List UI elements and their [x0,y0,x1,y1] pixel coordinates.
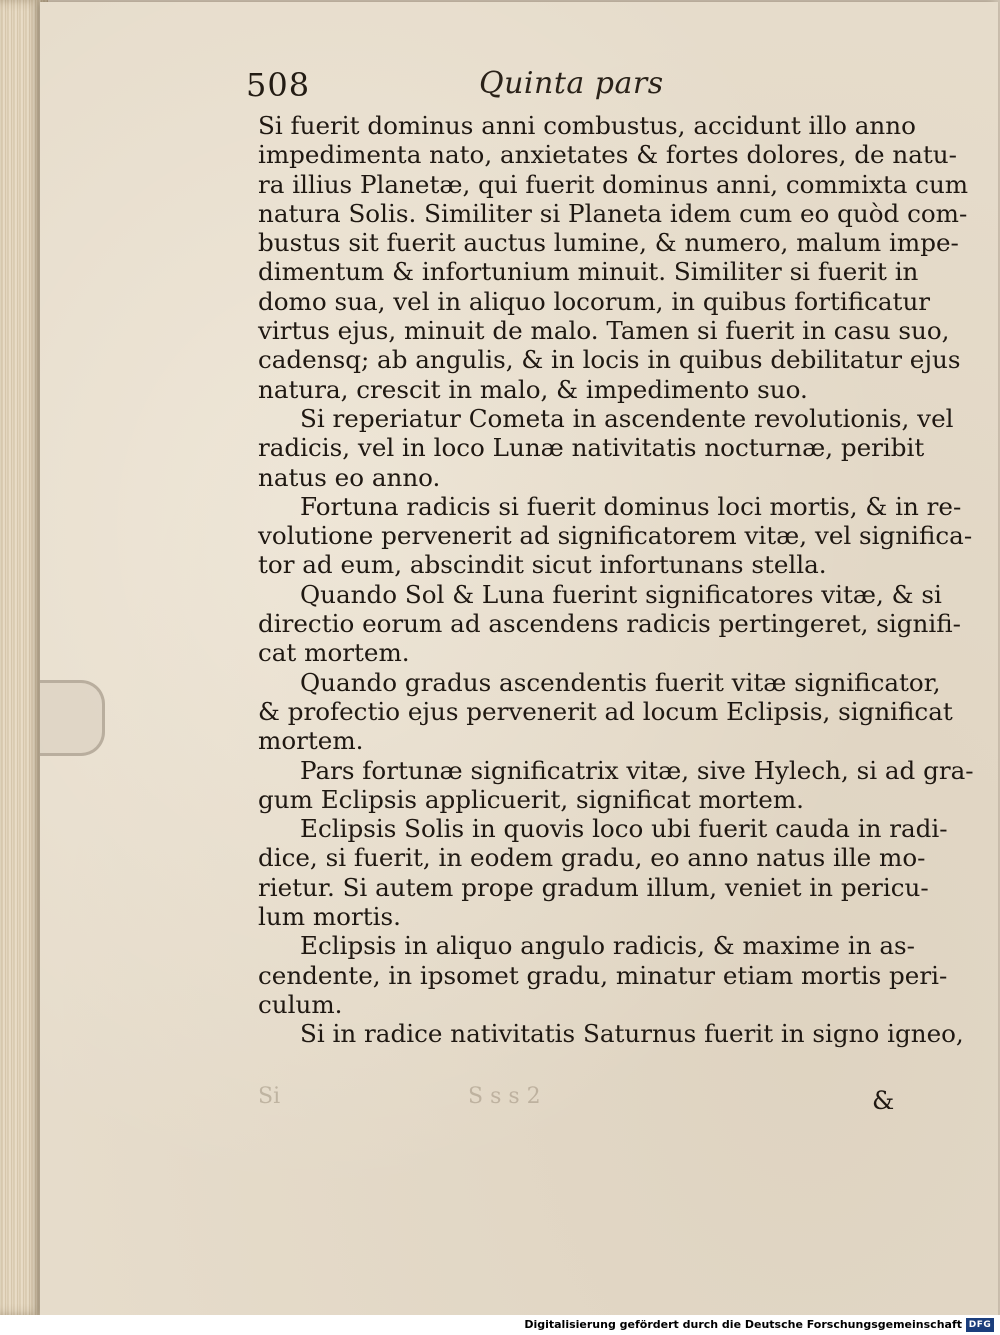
catchword: & [872,1086,895,1115]
text-line: domo sua, vel in aliquo locorum, in quibus fortificatur [258,286,931,316]
text-line: cadensq; ab angulis, & in locis in quibus debilitatur ejus [258,345,961,375]
page-number: 508 [246,66,311,104]
text-line: tor ad eum, abscindit sicut infortunans stella. [258,550,827,580]
text-line: lum mortis. [258,902,401,932]
funding-credit: Digitalisierung gefördert durch die Deutsche Forschungsgemeinschaft [524,1318,962,1331]
text-line: virtus ejus, minuit de malo. Tamen si fuerit in casu suo, [258,316,950,346]
text-line: natura, crescit in malo, & impedimento suo. [258,374,808,404]
digitization-footer [0,1315,1000,1335]
text-line: Quando gradus ascendentis fuerit vitæ significator, [300,667,941,697]
text-line: Eclipsis in aliquo angulo radicis, & maxime in as- [300,931,915,961]
text-line: radicis, vel in loco Lunæ nativitatis nocturnæ, peribit [258,433,925,463]
bleed-through-signature: S s s 2 [468,1084,541,1109]
text-line: Pars fortunæ significatrix vitæ, sive Hylech, si ad gra- [300,755,974,785]
text-line: natura Solis. Similiter si Planeta idem cum eo quòd com- [258,198,968,228]
text-line: cat mortem. [258,638,410,668]
running-head [246,66,906,110]
text-line: volutione pervenerit ad significatorem vitæ, vel significa- [258,521,973,551]
text-line: Fortuna radicis si fuerit dominus loci mortis, & in re- [300,491,962,521]
text-line: rietur. Si autem prope gradum illum, veniet in pericu- [258,872,929,902]
text-line: mortem. [258,726,364,756]
text-line: dice, si fuerit, in eodem gradu, eo anno natus ille mo- [258,843,926,873]
text-line: bustus sit fuerit auctus lumine, & numero, malum impe- [258,228,959,258]
body-text [258,111,974,1049]
text-line: gum Eclipsis applicuerit, significat mortem. [258,784,804,814]
text-line: dimentum & infortunium minuit. Similiter si fuerit in [258,257,919,287]
running-title: Quinta pars [479,66,664,101]
text-line: cendente, in ipsomet gradu, minatur etiam mortis peri- [258,960,948,990]
text-line: Si in radice nativitatis Saturnus fuerit in signo igneo, [300,1019,964,1049]
text-line: ra illius Planetæ, qui fuerit dominus anni, commixta cum [258,169,969,199]
text-line: impedimenta nato, anxietates & fortes dolores, de natu- [258,140,957,170]
text-line: culum. [258,989,343,1019]
bleed-through-word: Si [258,1084,281,1109]
text-line: natus eo anno. [258,462,441,492]
text-line: Si fuerit dominus anni combustus, accidunt illo anno [258,111,916,140]
text-line: Quando Sol & Luna fuerint significatores vitæ, & si [300,579,942,609]
text-line: Si reperiatur Cometa in ascendente revolutionis, vel [300,403,954,433]
bookmark-ribbon [40,680,105,756]
text-line: directio eorum ad ascendens radicis pertingeret, signifi- [258,609,961,639]
dfg-logo: DFG [966,1318,994,1332]
bleed-through-text [258,1084,908,1124]
text-line: Eclipsis Solis in quovis loco ubi fuerit cauda in radi- [300,814,948,844]
text-line: & profectio ejus pervenerit ad locum Eclipsis, significat [258,696,953,726]
